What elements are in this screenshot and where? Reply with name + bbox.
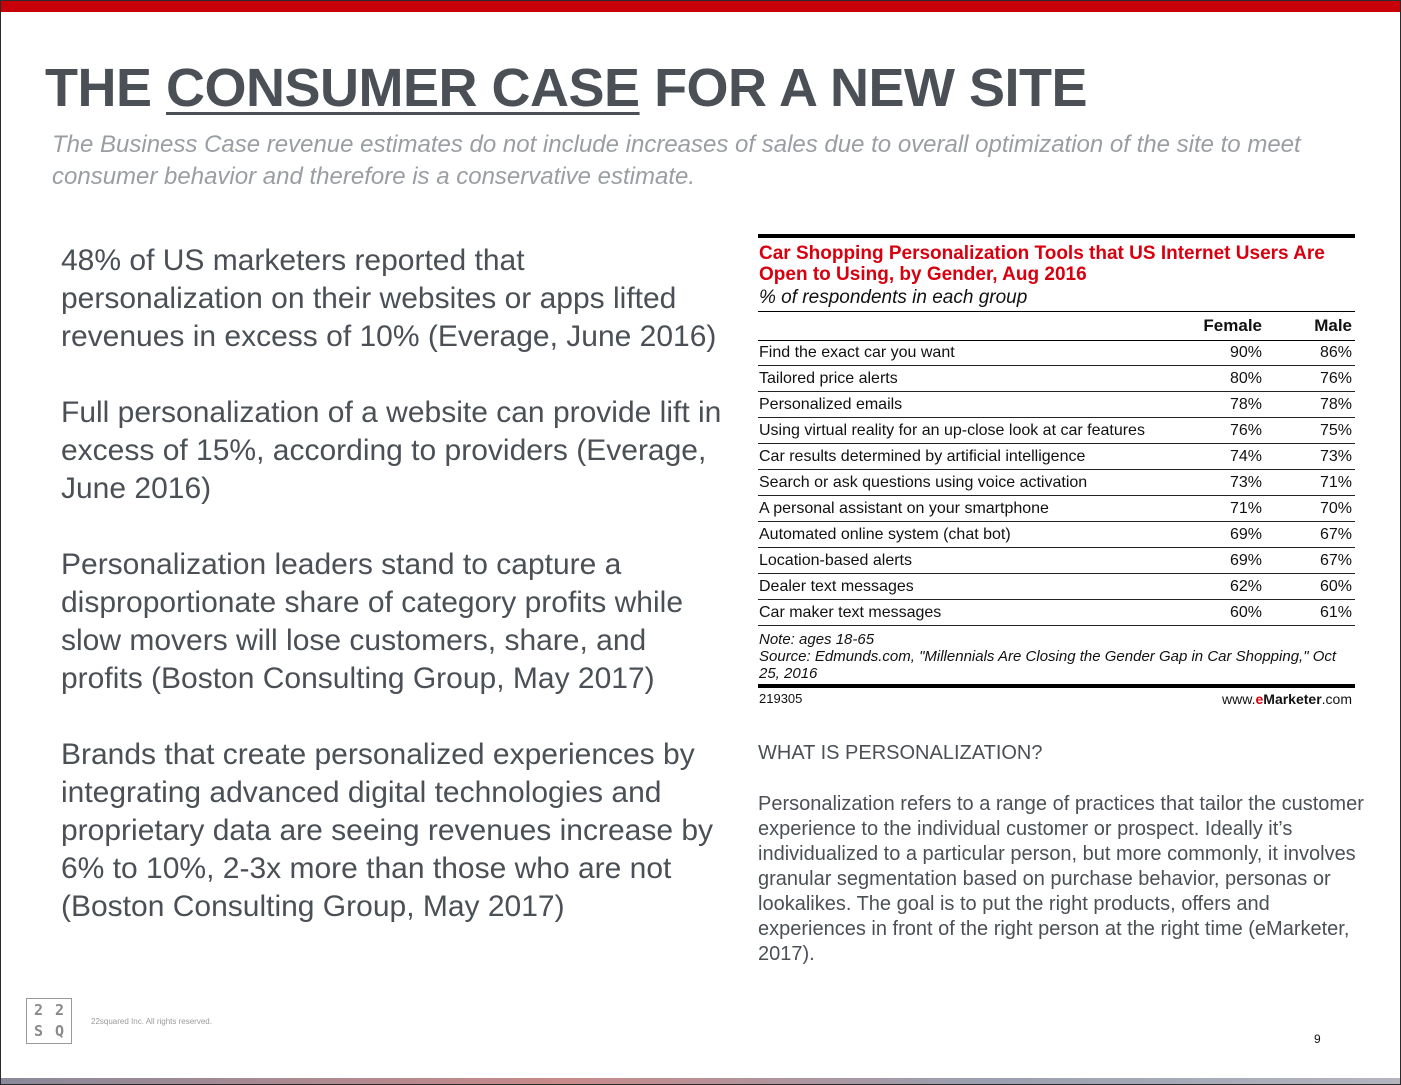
brand-prefix: www. (1222, 691, 1256, 707)
chart-row (758, 366, 1355, 392)
chart-row (758, 418, 1355, 444)
chart-row-male-value: 67% (1285, 548, 1355, 574)
chart-row-label: Personalized emails (758, 392, 1176, 418)
chart-row-female-value: 78% (1176, 392, 1285, 418)
logo-char: 2 (54, 1001, 65, 1019)
chart-row (758, 522, 1355, 548)
chart-row (758, 574, 1355, 600)
bottom-accent-bar (1, 1078, 1400, 1084)
chart-row (758, 444, 1355, 470)
copyright-text: 22squared Inc. All rights reserved. (91, 1017, 212, 1026)
chart-row-female-value: 73% (1176, 470, 1285, 496)
chart-row (758, 548, 1355, 574)
key-points (61, 242, 726, 964)
chart-note: Note: ages 18-65 (759, 631, 875, 648)
sidebar-heading: WHAT IS PERSONALIZATION? (758, 742, 1043, 764)
chart-row-female-value: 74% (1176, 444, 1285, 470)
chart-row-label: Find the exact car you want (758, 341, 1176, 366)
chart-row-label: A personal assistant on your smartphone (758, 496, 1176, 522)
chart-header-row (758, 312, 1355, 341)
chart-row-female-value: 62% (1176, 574, 1285, 600)
chart-row-male-value: 75% (1285, 418, 1355, 444)
chart-row-label: Tailored price alerts (758, 366, 1176, 392)
chart-row-male-value: 86% (1285, 341, 1355, 366)
chart-row-label: Location-based alerts (758, 548, 1176, 574)
chart-top-rule (758, 234, 1355, 238)
chart-row-male-value: 71% (1285, 470, 1355, 496)
logo-char: S (33, 1022, 44, 1040)
chart-row-male-value: 60% (1285, 574, 1355, 600)
page-number: 9 (1314, 1032, 1321, 1046)
title-suffix: FOR A NEW SITE (639, 58, 1088, 118)
key-point-1: 48% of US marketers reported that personalization on their websites or apps lifted revenues in excess of 10% (Everage, June 2016) (61, 244, 717, 353)
chart-row-male-value: 61% (1285, 600, 1355, 626)
page-subtitle: The Business Case revenue estimates do not include increases of sales due to overall optimization of the site to meet consumer behavior and therefore is a conservative estimate. (52, 131, 1301, 190)
chart-row-female-value: 80% (1176, 366, 1285, 392)
brand-name: Marketer (1263, 691, 1322, 707)
brand-e: e (1255, 691, 1264, 707)
top-accent-bar (1, 1, 1400, 12)
chart-row-female-value: 69% (1176, 522, 1285, 548)
chart-row-female-value: 76% (1176, 418, 1285, 444)
chart-row (758, 470, 1355, 496)
logo-char: Q (54, 1022, 65, 1040)
chart-row (758, 496, 1355, 522)
chart-row (758, 392, 1355, 418)
page-title (45, 57, 1087, 119)
key-point-3: Personalization leaders stand to capture a disproportionate share of category profits while slow movers will lose customers, share, and profits (Boston Consulting Group, May 2017) (61, 548, 684, 695)
chart-row-female-value: 60% (1176, 600, 1285, 626)
chart-row-male-value: 70% (1285, 496, 1355, 522)
chart-row-label: Car results determined by artificial intelligence (758, 444, 1176, 470)
chart-row-female-value: 69% (1176, 548, 1285, 574)
sidebar-body: Personalization refers to a range of practices that tailor the customer experience to the individual customer or prospect. Ideally it’s individualized to a particular person, but more commonly, it involves granular segmentation based on purchase behavior, personas or lookalikes. The goal is to put the right products, offers and experiences in front of the right person at the right time (eMarketer, 2017). (758, 793, 1364, 965)
chart-row-label: Automated online system (chat bot) (758, 522, 1176, 548)
chart-row (758, 341, 1355, 366)
chart-table (758, 311, 1355, 626)
chart-footer (758, 691, 1355, 707)
chart-source: Source: Edmunds.com, "Millennials Are Closing the Gender Gap in Car Shopping," Oct 25, 2016 (759, 648, 1337, 682)
title-prefix: THE (45, 58, 167, 118)
chart-subtitle: % of respondents in each group (759, 287, 1028, 308)
chart-id: 219305 (759, 691, 803, 706)
key-point-4: Brands that create personalized experiences by integrating advanced digital technologies and proprietary data are seeing revenues increase by 6% to 10%, 2-3x more than those who are not (Boston Consulting Group, May 2017) (61, 738, 714, 923)
emarketer-brand (1222, 691, 1352, 707)
chart-header-label (758, 312, 1176, 341)
chart-bottom-rule (758, 684, 1355, 688)
chart-row-male-value: 67% (1285, 522, 1355, 548)
chart-row-female-value: 71% (1176, 496, 1285, 522)
chart-row-label: Car maker text messages (758, 600, 1176, 626)
chart-row-female-value: 90% (1176, 341, 1285, 366)
chart-row-label: Using virtual reality for an up-close look at car features (758, 418, 1176, 444)
chart-row-label: Search or ask questions using voice activation (758, 470, 1176, 496)
key-point-2: Full personalization of a website can provide lift in excess of 15%, according to providers (Everage, June 2016) (61, 396, 722, 505)
chart-header-male: Male (1285, 312, 1355, 341)
title-underlined: CONSUMER CASE (166, 58, 640, 118)
chart-row-male-value: 78% (1285, 392, 1355, 418)
logo-char: 2 (33, 1001, 44, 1019)
chart-row-male-value: 76% (1285, 366, 1355, 392)
chart-header-female: Female (1176, 312, 1285, 341)
chart-title: Car Shopping Personalization Tools that US Internet Users Are Open to Using, by Gender, Aug 2016 (759, 243, 1325, 285)
chart-table-body (758, 341, 1355, 626)
chart-row (758, 600, 1355, 626)
emarketer-chart (758, 234, 1355, 712)
company-logo (26, 998, 72, 1044)
chart-row-male-value: 73% (1285, 444, 1355, 470)
chart-row-label: Dealer text messages (758, 574, 1176, 600)
brand-suffix: .com (1321, 691, 1352, 707)
chart-notes (759, 631, 1355, 682)
